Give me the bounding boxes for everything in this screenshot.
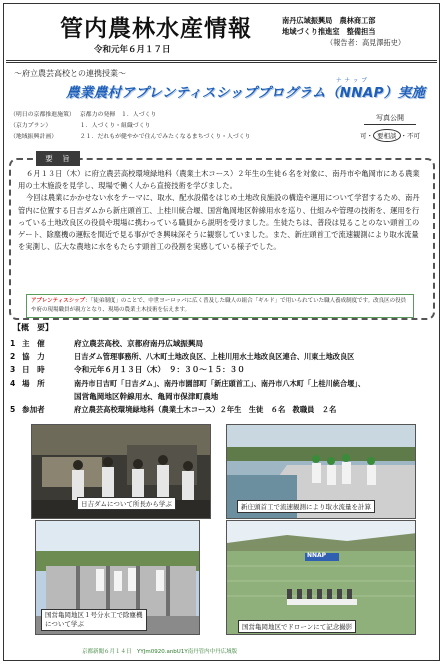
policy-label: （京力プラン） bbox=[10, 122, 52, 129]
outline-value: 府立農芸高校環境緑地科（農業土木コース）２年生 生徒 ６名 教職員 ２名 bbox=[74, 405, 337, 415]
reporter: （報告者：高見澤拓史） bbox=[326, 38, 406, 47]
issuer-line1: 南丹広域振興局 農林商工部 bbox=[282, 16, 376, 25]
policy-label: （地域振興計画） bbox=[10, 133, 58, 140]
outline-heading: 【概 要】 bbox=[13, 323, 53, 332]
outline-num: 5 bbox=[10, 405, 16, 415]
outline-num: 3 bbox=[10, 365, 16, 375]
header bbox=[6, 6, 437, 58]
banner-ruby: ナナップ bbox=[336, 78, 370, 84]
outline-value: 国営亀岡地区幹線用水、亀岡市保津町農地 bbox=[74, 391, 219, 401]
definition-term: アプレンティスシップ bbox=[31, 298, 86, 304]
photo-caption: 日吉ダムについて所長から学ぶ bbox=[77, 497, 176, 510]
publication-heading: 写真公開 bbox=[364, 113, 416, 125]
policy-value: 京都力の発揮 １．人づくり bbox=[79, 112, 157, 118]
outline-row bbox=[10, 363, 435, 376]
summary-paragraph: 今回は農業にかかせない水をテーマに、取水、配水設備をはじめ土地改良施設の構造や運用について学習するため、南丹管内に位置する日吉ダムから新庄頭首工、上桂川統合堰、国営亀岡地区幹線用水を巡り、仕組みや管理の技術を、運用を行っている土地改良区の役員や現場に携わっている職員から説明を受けました。生徒たちは、普段は見ることのない頭首工のゲート、除塵機の運転を間近で見る事ができ興味深そうに観察していました。また、新庄頭首工で流速観測により取水流量を実測し、広大な農地に水をもたらす頭首工の役割を実感している様子でした。 bbox=[18, 193, 420, 252]
issuer-block bbox=[282, 15, 405, 48]
outline-value: 日吉ダム管理事務所、八木町土地改良区、上桂川用水土地改良区連合、川東土地改良区 bbox=[74, 352, 355, 362]
policy-row bbox=[10, 122, 254, 131]
outline-num: 1 bbox=[10, 339, 16, 348]
footer-source: 京都新聞６月１４日 YYJm0920.anbU1Y南丹管内中丹広域版 bbox=[82, 649, 238, 655]
summary-body bbox=[18, 168, 424, 253]
definition-text: ：「徒弟制度」のことで、中世ヨーロッパに広く普及した職人の組合「ギルド」で用いられていた職人養成制度です。改良区の役員や府の現場職員が親方となり、現場の農業土木技術を伝えます。 bbox=[31, 298, 407, 313]
outline-row bbox=[10, 350, 435, 363]
publication-selected: 要相談 bbox=[373, 129, 401, 142]
outline-key: 主 催 bbox=[22, 339, 45, 348]
policy-row bbox=[10, 133, 254, 142]
outline-value: 南丹市日吉町「日吉ダム」、南丹市園部町「新庄頭首工」、南丹市八木町「上桂川統合堰」、 bbox=[74, 378, 366, 388]
issuer-line2: 地域づくり推進室 整備担当 bbox=[282, 27, 376, 36]
outline-key: 協 力 bbox=[22, 352, 45, 362]
policy-label: （明日の京都推進施策） bbox=[10, 112, 75, 118]
photo-caption: 国営亀岡地区１号分水工で除塵機 bbox=[45, 611, 143, 619]
publication-options: 可・ 要相談 ・不可 bbox=[354, 129, 426, 142]
outline-key: 場 所 bbox=[22, 378, 45, 388]
policy-row bbox=[10, 111, 254, 120]
outline-row bbox=[10, 403, 435, 416]
issue-date: 令和元年６月１７日 bbox=[94, 45, 171, 55]
drone-banner-text: NNAP bbox=[307, 552, 327, 559]
summary-tag: 要 旨 bbox=[36, 151, 80, 166]
header-rule bbox=[6, 60, 437, 63]
photo-caption: 新庄頭首工で流速観測により取水流量を計算 bbox=[237, 500, 375, 513]
definition-box bbox=[26, 294, 414, 318]
photo-drone-group-image bbox=[227, 521, 416, 635]
photo-drone-group bbox=[226, 520, 416, 635]
photo-publication-box bbox=[354, 113, 426, 142]
page-title: 管内農林水産情報 bbox=[60, 15, 252, 42]
outline-num bbox=[10, 390, 22, 403]
outline-value: 令和元年６月１３日（木） ９：３０～１５：３０ bbox=[74, 365, 245, 375]
outline-value: 府立農芸高校、京都府南丹広域振興局 bbox=[74, 339, 204, 348]
policy-value: １．人づくり・組織づくり bbox=[79, 122, 151, 129]
policy-table bbox=[8, 109, 256, 143]
outline-row bbox=[10, 377, 435, 390]
outline-key: 参加者 bbox=[22, 405, 45, 415]
outline-list bbox=[10, 337, 435, 416]
photo-caption-block bbox=[41, 609, 147, 631]
program-banner: 農業農村アプレンティスシッププログラム（NNAP）実施 bbox=[66, 85, 426, 101]
policy-value: ２１．だれもが健やかで住んでみたくなるまちづくり・人づくり bbox=[79, 133, 251, 140]
photo-caption: 国営亀岡地区でドローンにて記念撮影 bbox=[238, 620, 356, 633]
outline-num: 4 bbox=[10, 378, 16, 388]
outline-key: 日 時 bbox=[22, 365, 45, 375]
outline-row bbox=[10, 390, 435, 403]
subtitle: 〜府立農芸高校との連携授業〜 bbox=[14, 69, 126, 78]
outline-row bbox=[10, 337, 435, 350]
outline-key bbox=[22, 390, 74, 403]
summary-paragraph: ６月１３日（木）に府立農芸高校環境緑地科（農業土木コース）２年生の生徒６名を対象に、南丹市や亀岡市にある農業用の土木施設を見学し、現場で働く人から直接技術を学びました。 bbox=[18, 169, 420, 191]
outline-num: 2 bbox=[10, 352, 16, 362]
photo-caption: について学ぶ bbox=[45, 620, 84, 628]
